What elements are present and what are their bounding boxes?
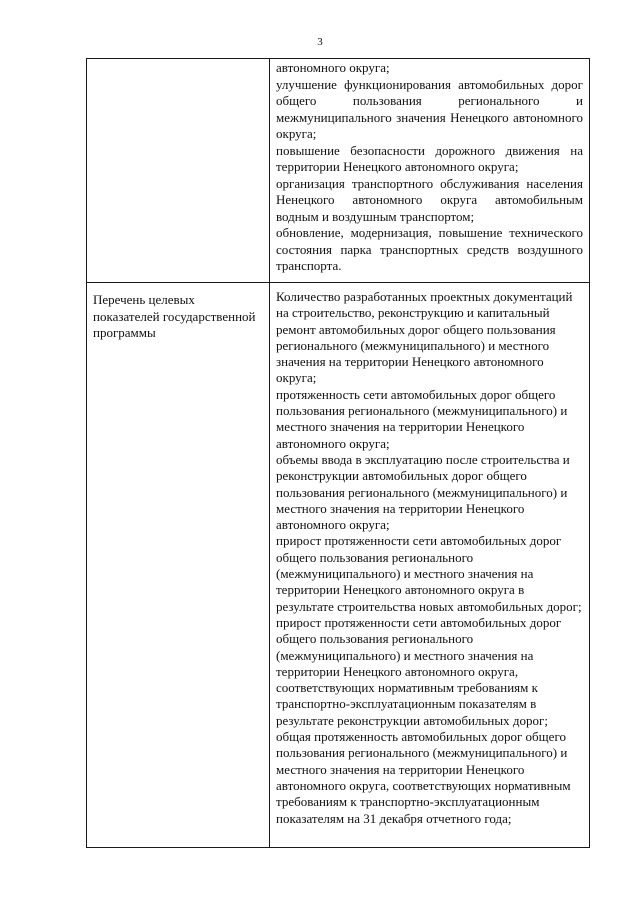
list-item: улучшение функционирования автомобильных дорог общего пользования регионального и межмуниципального значения Ненецкого автономного округа; bbox=[276, 76, 583, 141]
page-number: 3 bbox=[317, 36, 323, 48]
list-item: протяженность сети автомобильных дорог общего пользования регионального (межмуниципального) и местного значения на территории Ненецкого автономного округа; bbox=[276, 386, 568, 451]
row-label-empty bbox=[87, 59, 270, 283]
table-row-goals-continued bbox=[87, 59, 590, 283]
list-item: Количество разработанных проектных документаций на строительство, реконструкцию и капитальный ремонт автомобильных дорог общего пользования регионального (межмуниципального) и местного значения на территории Ненецкого автономного округа; bbox=[276, 289, 573, 386]
table-row-target-indicators bbox=[87, 283, 590, 848]
list-item: общая протяженность автомобильных дорог общего пользования регионального (межмуниципального) и местного значения на территории Ненецкого автономного округа, соответствующих нормативным требованиям к транспортно-эксплуатационным показателям на 31 декабря отчетного года; bbox=[276, 729, 571, 826]
indicators-list-cell bbox=[270, 283, 590, 848]
list-item: прирост протяженности сети автомобильных дорог общего пользования регионального (межмуниципального) и местного значения на территории Ненецкого автономного округа, соответствующих нормативным требованиям к транспортно-эксплуатационным показателям в результате реконструкции автомобильных дорог; bbox=[276, 614, 562, 728]
list-item: прирост протяженности сети автомобильных дорог общего пользования регионального (межмуниципального) и местного значения на территории Ненецкого автономного округа в результате строительства новых автомобильных дорог; bbox=[276, 533, 582, 614]
row-label-target-indicators: Перечень целевых показателей государственной программы bbox=[87, 283, 270, 848]
list-item: автономного округа; bbox=[276, 60, 390, 75]
list-item: обновление, модернизация, повышение технического состояния парка транспортных средств воздушного транспорта. bbox=[276, 225, 583, 273]
list-item: организация транспортного обслуживания населения Ненецкого автономного округа автомобильным водным и воздушным транспортом; bbox=[276, 175, 583, 224]
goals-list-cell bbox=[270, 59, 590, 283]
program-passport-table bbox=[86, 58, 590, 848]
list-item: объемы ввода в эксплуатацию после строительства и реконструкции автомобильных дорог общего пользования регионального (межмуниципального) и местного значения на территории Ненецкого автономного округа; bbox=[276, 451, 570, 533]
list-item: повышение безопасности дорожного движения на территории Ненецкого автономного округа; bbox=[276, 142, 583, 174]
